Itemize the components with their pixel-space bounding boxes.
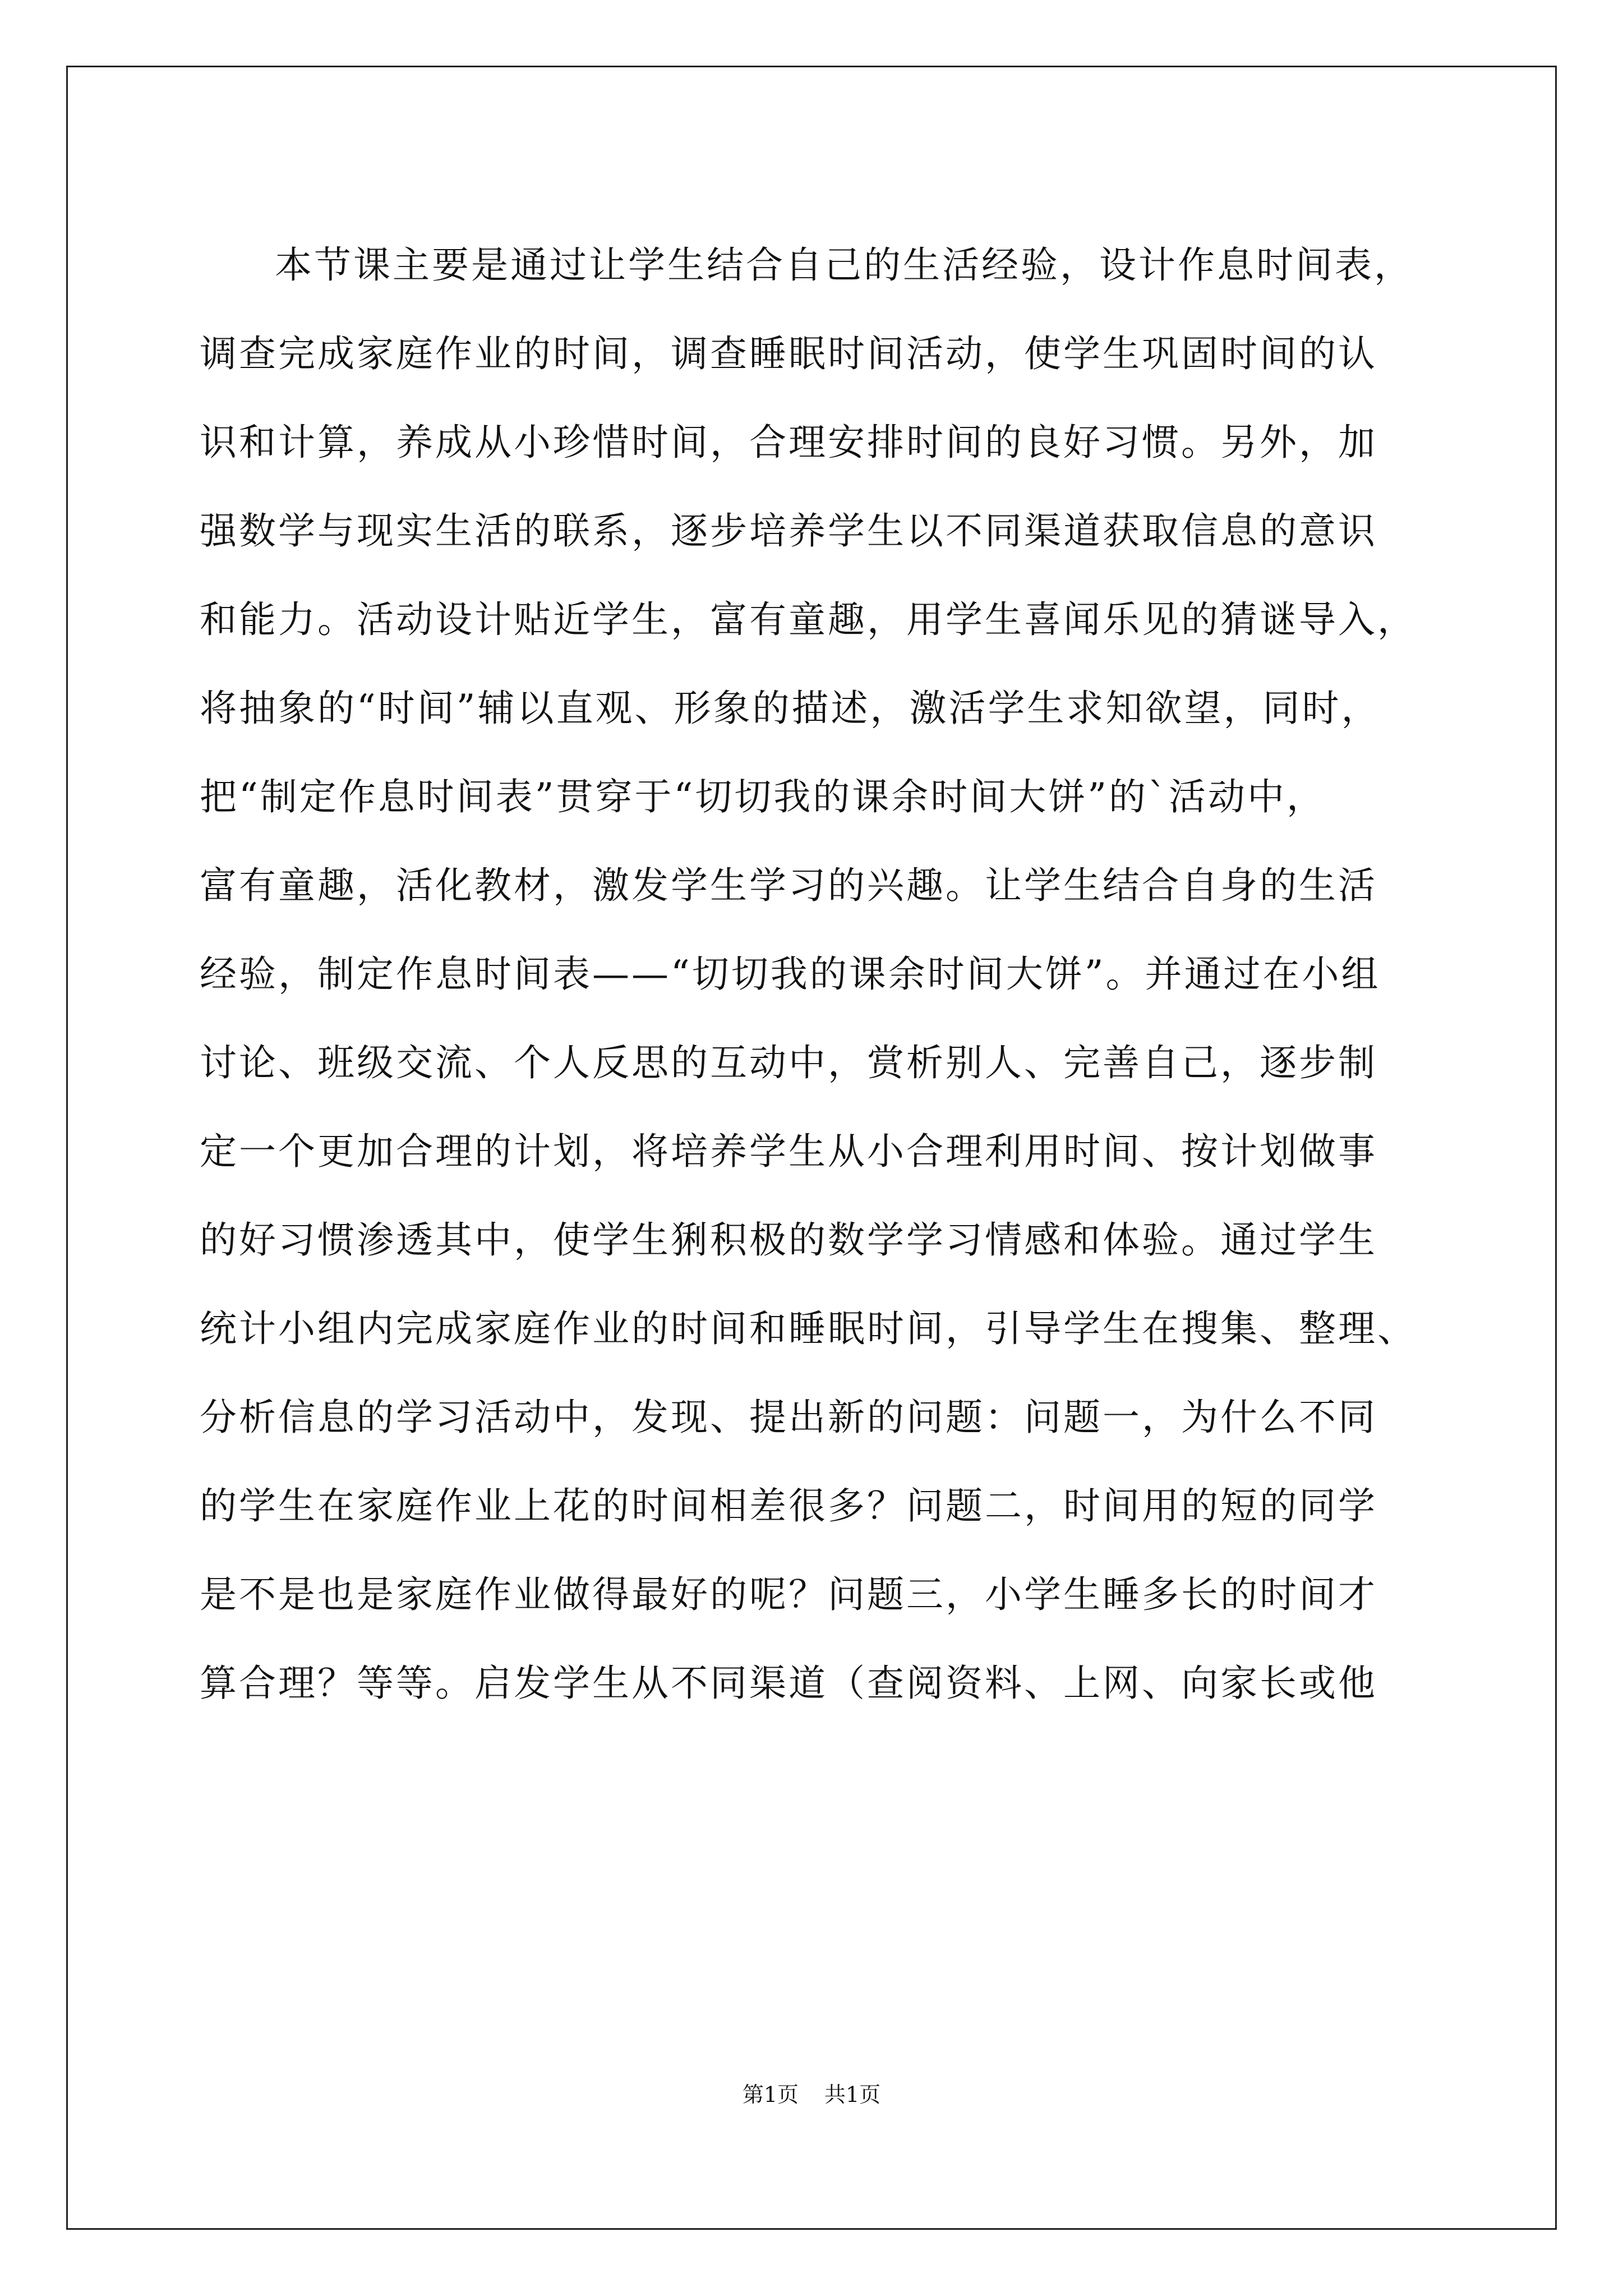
page-number: 第1页 <box>742 2082 799 2107</box>
text-line: 强数学与现实生活的联系，逐步培养学生以不同渠道获取信息的意识 <box>200 509 1377 553</box>
text-line: 定一个更加合理的计划，将培养学生从小合理利用时间、按计划做事 <box>200 1130 1377 1173</box>
text-line: 本节课主要是通过让学生结合自己的生活经验，设计作息时间表， <box>275 243 1413 287</box>
page-total: 共1页 <box>824 2082 881 2107</box>
text-line: 算合理？等等。启发学生从不同渠道（查阅资料、上网、向家长或他 <box>200 1662 1377 1705</box>
text-line: 将抽象的“时间”辅以直观、形象的描述，激活学生求知欲望，同时， <box>200 687 1381 730</box>
page-footer <box>0 2080 1623 2109</box>
text-line: 经验，制定作息时间表——“切切我的课余时间大饼”。并通过在小组 <box>200 953 1381 996</box>
text-line: 调查完成家庭作业的时间，调查睡眠时间活动，使学生巩固时间的认 <box>200 332 1377 375</box>
text-line: 讨论、班级交流、个人反思的互动中，赏析别人、完善自己，逐步制 <box>200 1041 1377 1084</box>
text-line: 富有童趣，活化教材，激发学生学习的兴趣。让学生结合自身的生活 <box>200 864 1377 907</box>
text-line: 分析信息的学习活动中，发现、提出新的问题：问题一，为什么不同 <box>200 1396 1377 1439</box>
text-line: 和能力。活动设计贴近学生，富有童趣，用学生喜闻乐见的猜谜导入， <box>200 598 1417 641</box>
text-line: 识和计算，养成从小珍惜时间，合理安排时间的良好习惯。另外，加 <box>200 421 1377 464</box>
text-line: 的好习惯渗透其中，使学生猁积极的数学学习情感和体验。通过学生 <box>200 1218 1377 1262</box>
text-line: 是不是也是家庭作业做得最好的呢？问题三，小学生睡多长的时间才 <box>200 1573 1377 1616</box>
text-line: 的学生在家庭作业上花的时间相差很多？问题二，时间用的短的同学 <box>200 1484 1377 1527</box>
text-line: 统计小组内完成家庭作业的时间和睡眠时间，引导学生在搜集、整理、 <box>200 1307 1417 1350</box>
body-paragraph <box>200 221 1456 1728</box>
text-line: 把“制定作息时间表”贯穿于“切切我的课余时间大饼”的`活动中， <box>200 775 1326 818</box>
